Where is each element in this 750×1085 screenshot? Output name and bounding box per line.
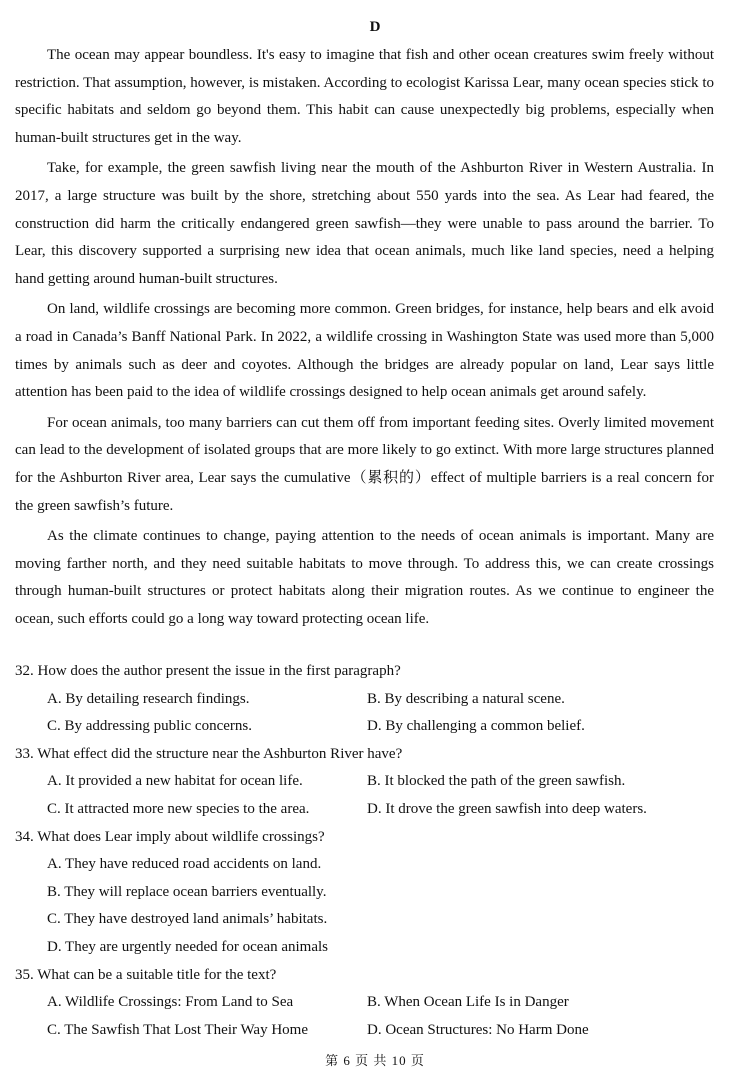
option-c: C. It attracted more new species to the area.: [47, 800, 310, 817]
option-b: B. They will replace ocean barriers eventually.: [47, 883, 327, 900]
option-c: C. They have destroyed land animals’ habitats.: [47, 911, 328, 928]
passage-paragraph-3: On land, wildlife crossings are becoming more common. Green bridges, for instance, help bears and elk avoid a road in Canada’s Banff National Park. In 2022, a wildlife crossing in Washington State was used more than 5,000 times by animals such as deer and coyotes. Although the bridges are already popular on land, Lear says little attention has been paid to the idea of wildlife crossings designed to help ocean animals get around safely.: [15, 301, 714, 401]
option-a: A. Wildlife Crossings: From Land to Sea: [47, 994, 294, 1011]
question-32: [15, 658, 735, 741]
option-b: B. By describing a natural scene.: [367, 690, 565, 707]
question-list: [15, 658, 735, 1044]
question-stem: 35. What can be a suitable title for the text?: [15, 966, 277, 983]
reading-passage: [15, 42, 714, 633]
option-d: D. By challenging a common belief.: [367, 718, 585, 735]
option-d: D. It drove the green sawfish into deep waters.: [367, 800, 647, 817]
option-b: B. When Ocean Life Is in Danger: [367, 994, 569, 1011]
question-stem: 32. How does the author present the issue in the first paragraph?: [15, 663, 401, 679]
question-34: [15, 824, 735, 962]
option-a: A. It provided a new habitat for ocean life.: [47, 773, 303, 790]
option-c: C. The Sawfish That Lost Their Way Home: [47, 1021, 308, 1038]
option-a: A. By detailing research findings.: [47, 690, 250, 707]
page-number-footer: 第 6 页 共 10 页: [325, 1053, 425, 1068]
question-33: [15, 741, 735, 824]
passage-paragraph-4: For ocean animals, too many barriers can cut them off from important feeding sites. Overly limited movement can lead to the development of isolated groups that are more likely to go extinct. With more large structures planned for the Ashburton River area, Lear says the cumulative（累积的）effect of multiple barriers is a real concern for the green sawfish’s future.: [15, 414, 714, 514]
section-title: D: [369, 19, 381, 35]
passage-paragraph-5: As the climate continues to change, paying attention to the needs of ocean animals is important. Many are moving farther north, and they need suitable habitats to move through. To address this, we can create crossings through human-built structures or protect habitats along their migration routes. As we continue to engineer the ocean, such efforts could go a long way toward protecting ocean life.: [15, 528, 714, 627]
passage-paragraph-2: Take, for example, the green sawfish living near the mouth of the Ashburton River in Western Australia. In 2017, a large structure was built by the shore, stretching about 550 yards into the sea. As Lear had feared, the construction did harm the critically endangered green sawfish—they were unable to pass around the barrier. To Lear, this discovery supported a surprising new idea that ocean animals, much like land species, need a helping hand getting around human-built structures.: [15, 160, 714, 287]
option-d: D. Ocean Structures: No Harm Done: [367, 1021, 589, 1038]
option-b: B. It blocked the path of the green sawfish.: [367, 773, 626, 790]
question-stem: 34. What does Lear imply about wildlife crossings?: [15, 828, 325, 845]
question-35: [15, 962, 735, 1045]
option-d: D. They are urgently needed for ocean animals: [47, 938, 329, 955]
passage-paragraph-1: The ocean may appear boundless. It's easy to imagine that fish and other ocean creatures swim freely without restriction. That assumption, however, is mistaken. According to ecologist Karissa Lear, many ocean species stick to specific habitats and seldom go beyond them. This habit can cause unexpectedly big problems, especially when human-built structures get in the way.: [15, 47, 714, 146]
question-stem: 33. What effect did the structure near the Ashburton River have?: [15, 745, 403, 762]
option-c: C. By addressing public concerns.: [47, 718, 252, 735]
option-a: A. They have reduced road accidents on land.: [47, 856, 322, 873]
